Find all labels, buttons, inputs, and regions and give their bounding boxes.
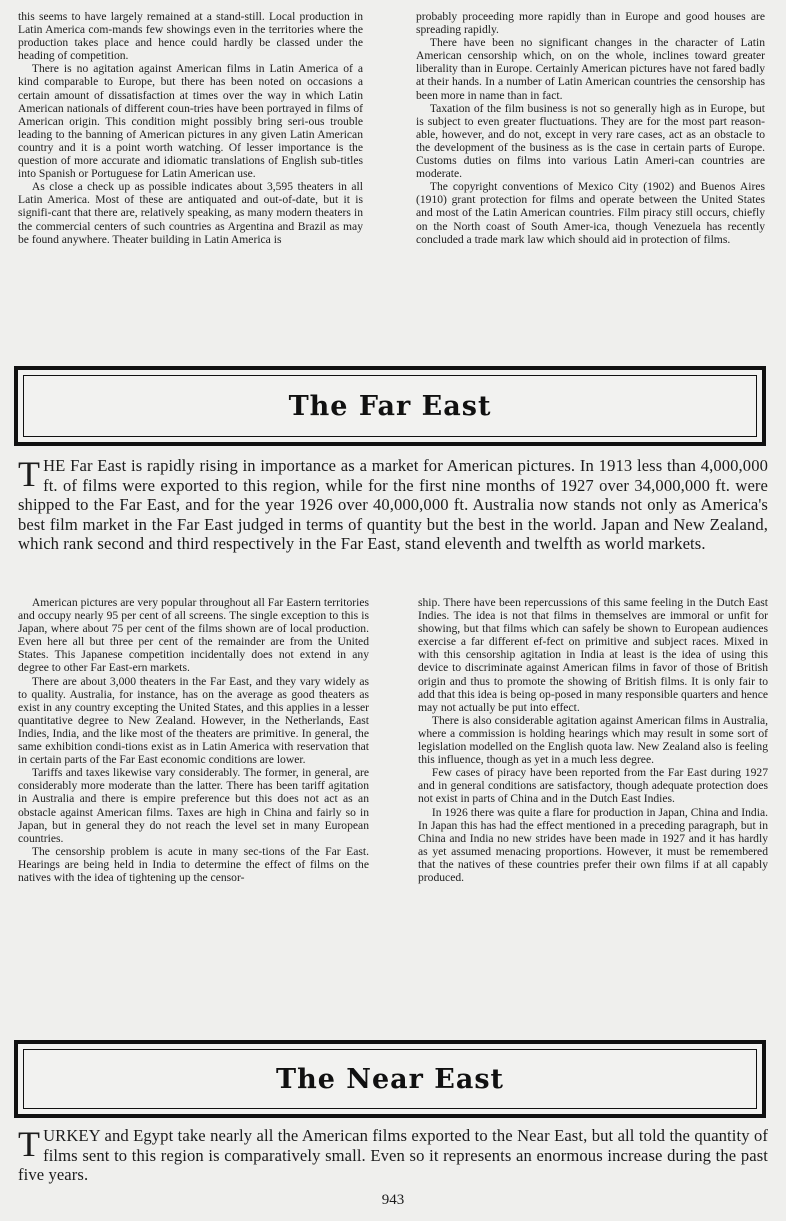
paragraph: American pictures are very popular throughout all Far Eastern territories and occupy nearly 95 per cent of all screens. The single exception to this is Japan, where about 75 per cent of the films shown are of local production. Even here all but three per cent of the remainder are from the United States. This Japanese competition incidentally does not extend in any degree to other Far East-ern markets. [18, 596, 369, 675]
drop-cap: T [18, 454, 41, 494]
paragraph: There is also considerable agitation against American films in Australia, where a commission is holding hearings which may result in some sort of legislation modelled on the English quota law. New Zealand also is feeling this influence, though as yet in a much less degree. [418, 713, 768, 767]
paragraph: ship. There have been repercussions of this same feeling in the Dutch East Indies. The idea is not that films in themselves are immoral or unfit for showing, but that films which can safely be shown to European audiences exercise a far different ef-fect on primitive and subject races. Mixed in with this censorship agitation in India at least is the idea of using this device to discriminate against American films in favor of those of British origin and thus to promote the showing of British films. It is only fair to add that this idea is being op-posed in many responsible quarters and hence may not actually be put into effect. [418, 596, 768, 714]
paragraph: Taxation of the film business is not so generally high as in Europe, but is subject to even greater fluctuations. They are for the most part reason-able, however, and do not, except in very rare cases, act as an obstacle to the development of the business as is the case in certain parts of Europe. Customs duties on films into various Latin Ameri-can countries are moderate. [416, 101, 765, 181]
page-number: 943 [381, 1192, 405, 1208]
far-east-left-column [18, 596, 369, 884]
paragraph: In 1926 there was quite a flare for production in Japan, China and India. In Japan this has had the effect mentioned in a preceding paragraph, but in China and India no new strides have been made in 1927 and it has hardly as yet assumed menacing proportions. However, it must be remembered that the natives of these countries prefer their own films if at all capably produced. [418, 805, 768, 884]
paragraph: The censorship problem is acute in many sec-tions of the Far East. Hearings are being held in India to determine the effect of films on the natives with the idea of tightening up the censor- [18, 844, 369, 884]
lead-text: HE Far East is rapidly rising in importance as a market for American pictures. In 1913 less than 4,000,000 ft. of films were exported to this region, while for the first nine months of 1927 over 34,000,000 ft. were shipped to the Far East, and for the year 1926 over 40,000,000 ft. Australia now stands not only as America's best film market in the Far East judged in terms of quantity but the best in the world. Japan and New Zealand, which rank second and third respectively in the Far East, stand eleventh and twelfth as world markets. [18, 456, 768, 553]
section-title: The Near East [275, 1063, 505, 1095]
paragraph: Tariffs and taxes likewise vary considerably. The former, in general, are considerably more moderate than the latter. There has been tariff agitation in Australia and there is empire preference but this does not act as an obstacle against American films. Taxes are high in China and fairly so in Japan, but in general they do not reach the level set in many European countries. [18, 766, 369, 845]
paragraph: There have been no significant changes in the character of Latin American censorship which, on on the whole, inclines toward greater liberality than in Europe. Certainly American pictures have not fared badly at their hands. In a number of Latin American countries the censorship has been more in name than in fact. [416, 36, 765, 102]
section-title: The Far East [288, 390, 492, 422]
latin-america-right-column [416, 10, 765, 246]
paragraph: There is no agitation against American films in Latin America of a kind comparable to Europe, but there has been noted on occasions a certain amount of dissatisfaction at times over the way in which Latin American nationals of different coun-tries have been portrayed in films of American origin. This condition might possibly bring seri-ous trouble leading to the banning of American pictures in any given Latin American country and it is a point worth watching. Of lesser importance is the question of more accurate and idiomatic translations of English sub-titles into Spanish or Portuguese for Latin American use. [18, 62, 363, 181]
banner-inner-frame [23, 375, 757, 437]
paragraph: As close a check up as possible indicates about 3,595 theaters in all Latin America. Most of these are antiquated and out-of-date, but it is signifi-cant that there are, relatively speaking, as many modern theaters in the commercial centers of such countries as Argentina and Brazil as may be found anywhere. Theater building in Latin America is [18, 180, 363, 246]
banner-inner-frame [23, 1049, 757, 1109]
far-east-lead [18, 456, 768, 554]
far-east-banner [14, 366, 766, 446]
far-east-right-column [418, 596, 768, 884]
paragraph: this seems to have largely remained at a stand-still. Local production in Latin America com-mands few showings even in the territories where the production takes place and hence could hardly be classed under the heading of competition. [18, 10, 363, 63]
lead-text: URKEY and Egypt take nearly all the American films exported to the Near East, but all told the quantity of films sent to this region is comparatively small. Even so it represents an enormous increase during the past five years. [18, 1126, 768, 1184]
drop-cap: T [18, 1124, 41, 1164]
paragraph: Few cases of piracy have been reported from the Far East during 1927 and in general conditions are satisfactory, though adequate protection does not exist in parts of China and in the Dutch East Indies. [418, 766, 768, 806]
paragraph: The copyright conventions of Mexico City (1902) and Buenos Aires (1910) grant protection for films and operate between the United States and most of the Latin American countries. Film piracy still occurs, chiefly on the North coast of South Amer-ica, though Venezuela has recently concluded a trade mark law which should aid in protection of films. [416, 180, 765, 246]
near-east-banner [14, 1040, 766, 1118]
latin-america-left-column [18, 10, 363, 246]
paragraph: There are about 3,000 theaters in the Far East, and they vary widely as to quality. Australia, for instance, has on the average as good theaters as exist in any country excepting the United States, and this applies in a lesser quantitative degree to New Zealand. However, in the Netherlands, East Indies, India, and the like most of the theaters are primitive. In general, the same exhibition condi-tions exist as in Latin America with reservation that in certain parts of the Far East economic conditions are lower. [18, 674, 369, 767]
paragraph: probably proceeding more rapidly than in Europe and good houses are spreading rapidly. [416, 10, 765, 37]
near-east-lead [18, 1126, 768, 1185]
